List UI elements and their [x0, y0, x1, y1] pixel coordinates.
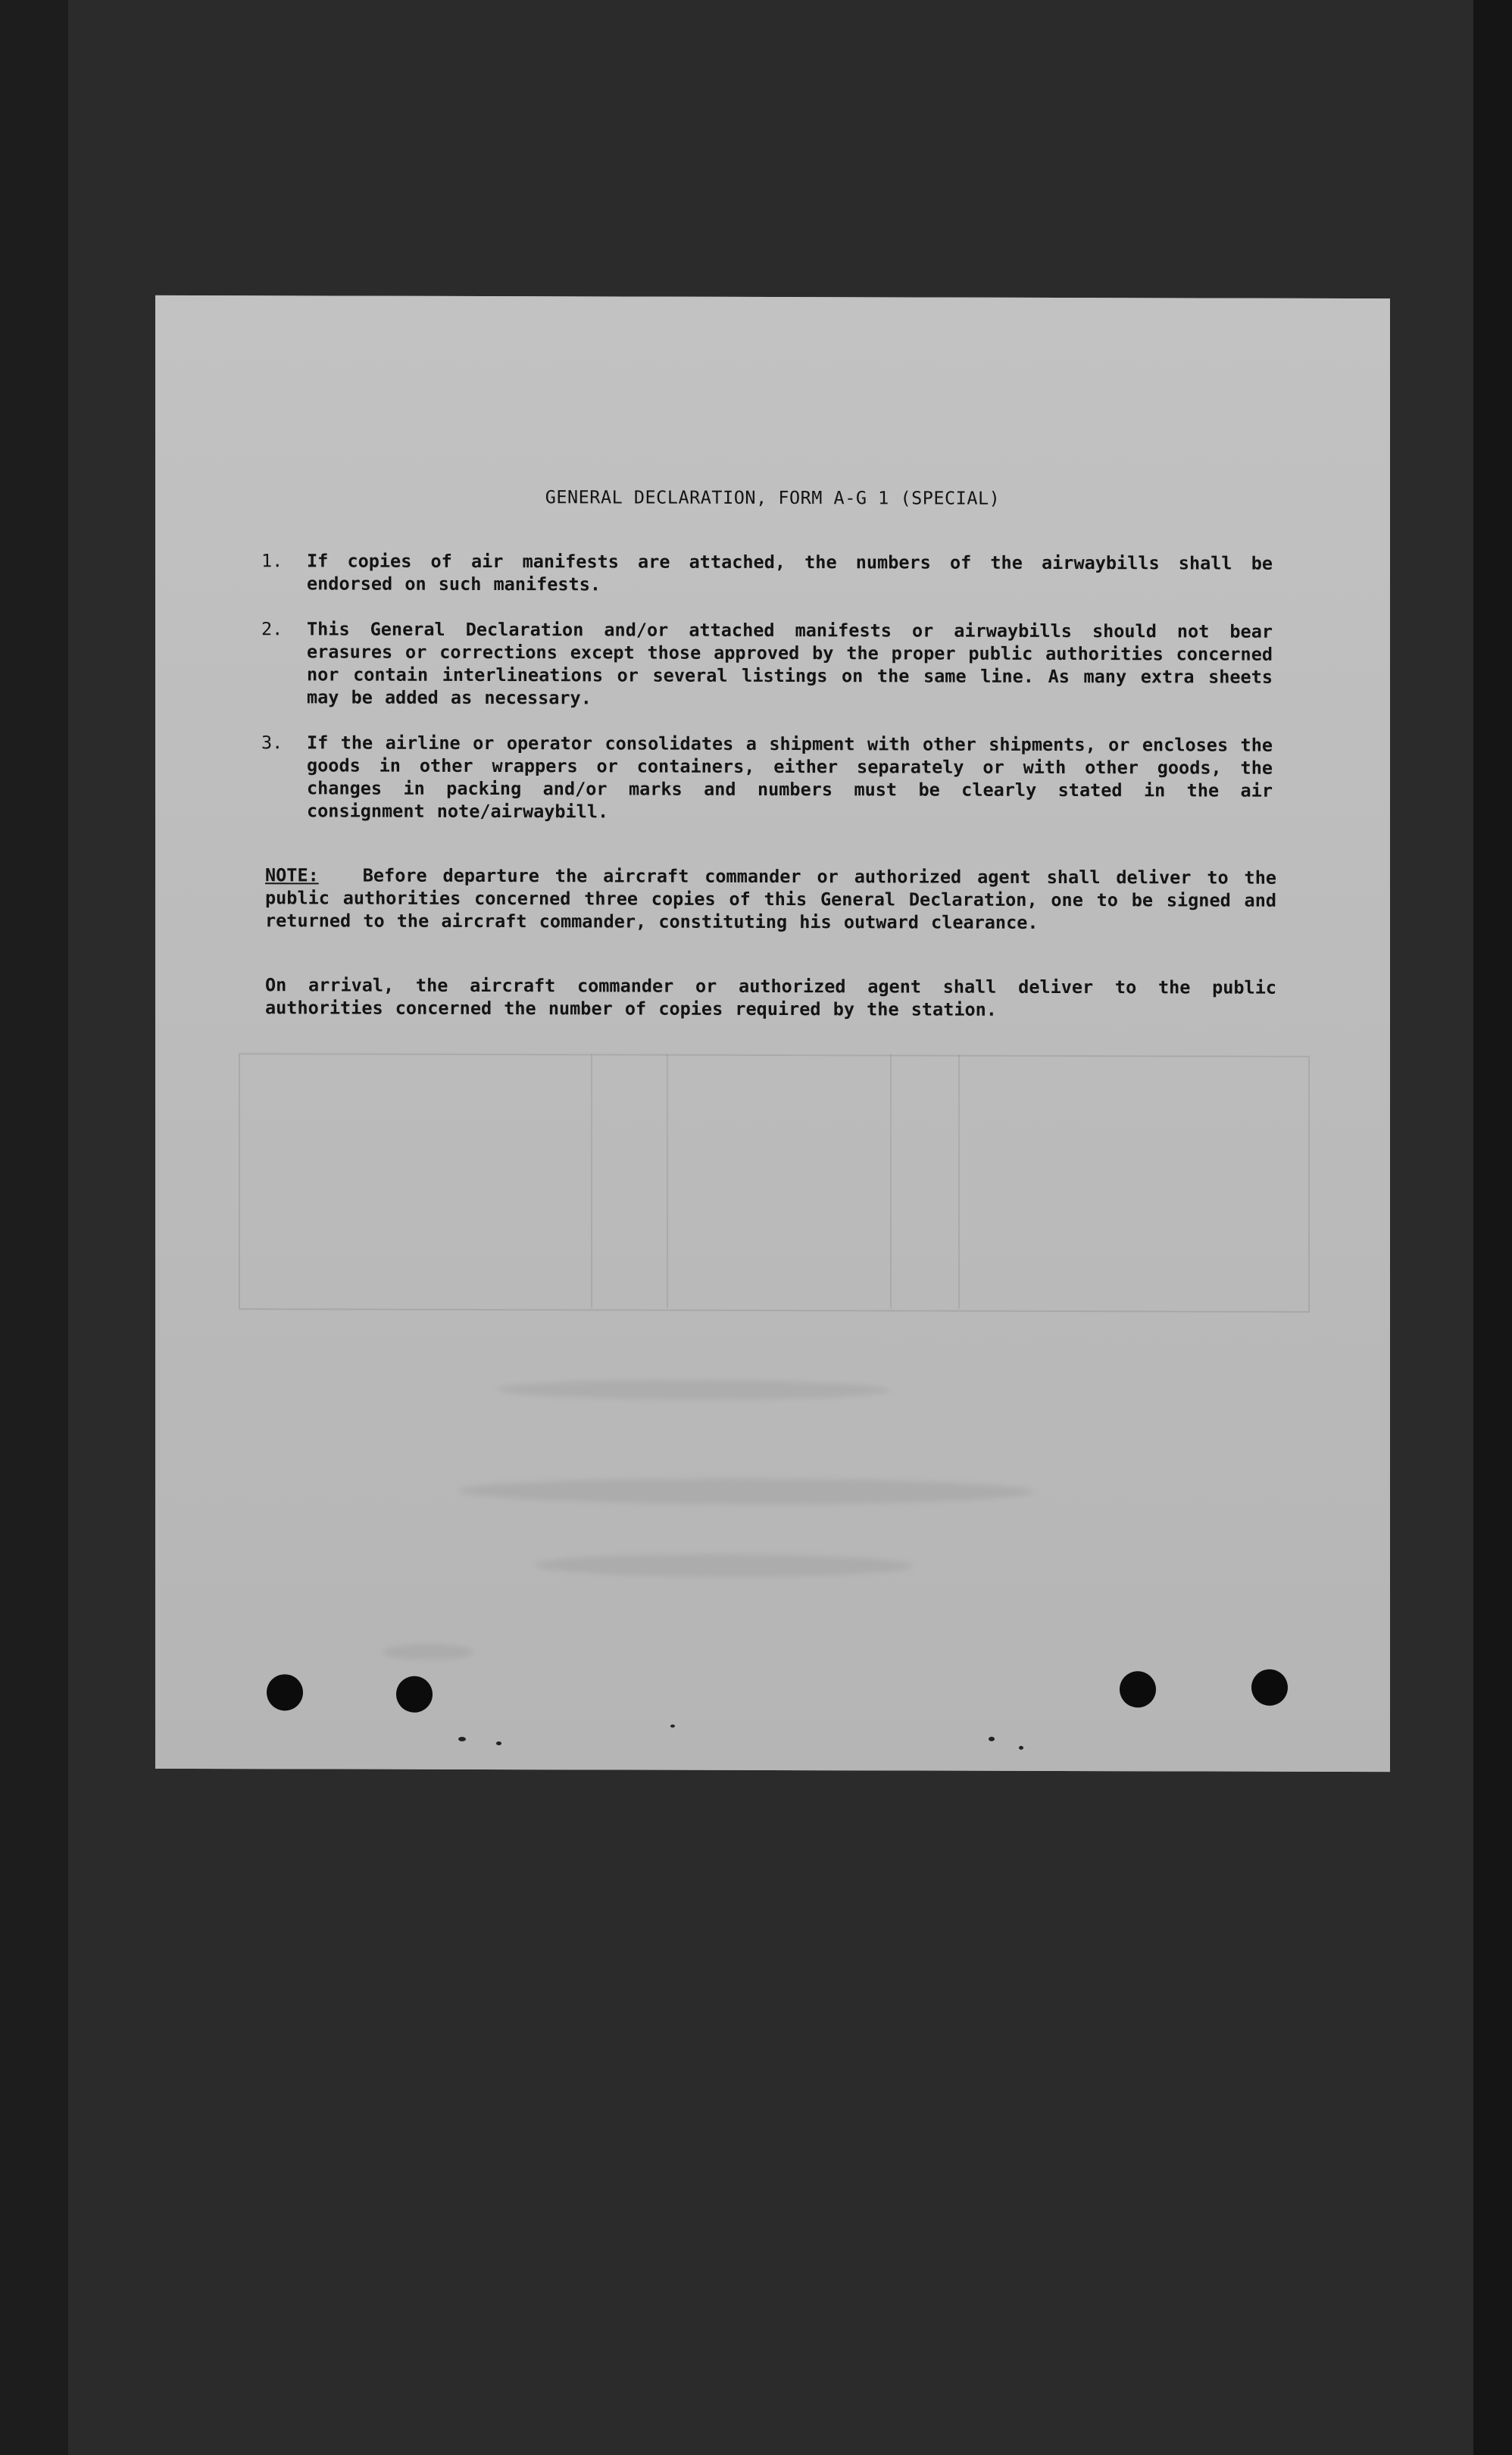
- instruction-item-2: [261, 617, 1276, 709]
- note-label: NOTE:: [265, 864, 319, 886]
- speck: [496, 1741, 501, 1745]
- document-title: GENERAL DECLARATION, FORM A-G 1 (SPECIAL): [545, 486, 1001, 509]
- speck: [670, 1725, 675, 1728]
- film-left-edge: [0, 0, 68, 2455]
- punch-hole: [267, 1674, 303, 1710]
- item-text: This General Declaration and/or attached manifests or airwaybills should not bear erasures or corrections except those approved by the proper public authorities concerned nor contain interlineations or several listings on the same line. As many extra sheets may be added as necessary.: [307, 618, 1273, 709]
- punch-hole: [396, 1676, 433, 1713]
- item-number: 2.: [261, 618, 283, 640]
- speck: [1019, 1746, 1023, 1750]
- document-page: [155, 295, 1390, 1772]
- punch-hole: [1120, 1671, 1156, 1707]
- arrival-paragraph: On arrival, the aircraft commander or authorized agent shall deliver to the public authorities concerned the number of copies required by the station.: [265, 974, 1276, 1020]
- instruction-item-3: [261, 731, 1276, 823]
- note-text: Before departure the aircraft commander or authorized agent shall deliver to the public authorities concerned three copies of this General Declaration, one to be signed and returned to the aircraft commander, constituting his outward clearance.: [265, 864, 1276, 933]
- film-right-edge: [1473, 0, 1512, 2455]
- note-paragraph: [265, 864, 1276, 934]
- item-text: If copies of air manifests are attached, the numbers of the airwaybills shall be endorsed on such manifests.: [307, 550, 1273, 595]
- typed-document: [155, 295, 1390, 1772]
- punch-hole: [1251, 1669, 1288, 1706]
- item-number: 1.: [261, 550, 283, 572]
- speck: [458, 1737, 466, 1741]
- speck: [989, 1737, 995, 1741]
- instruction-item-1: [261, 549, 1276, 595]
- item-text: If the airline or operator consolidates a shipment with other shipments, or encloses the goods in other wrappers or containers, either separately or with other goods, the changes in packing and/or marks and numbers must be clearly stated in the air consignment note/airwaybill.: [307, 732, 1273, 823]
- item-number: 3.: [261, 732, 283, 754]
